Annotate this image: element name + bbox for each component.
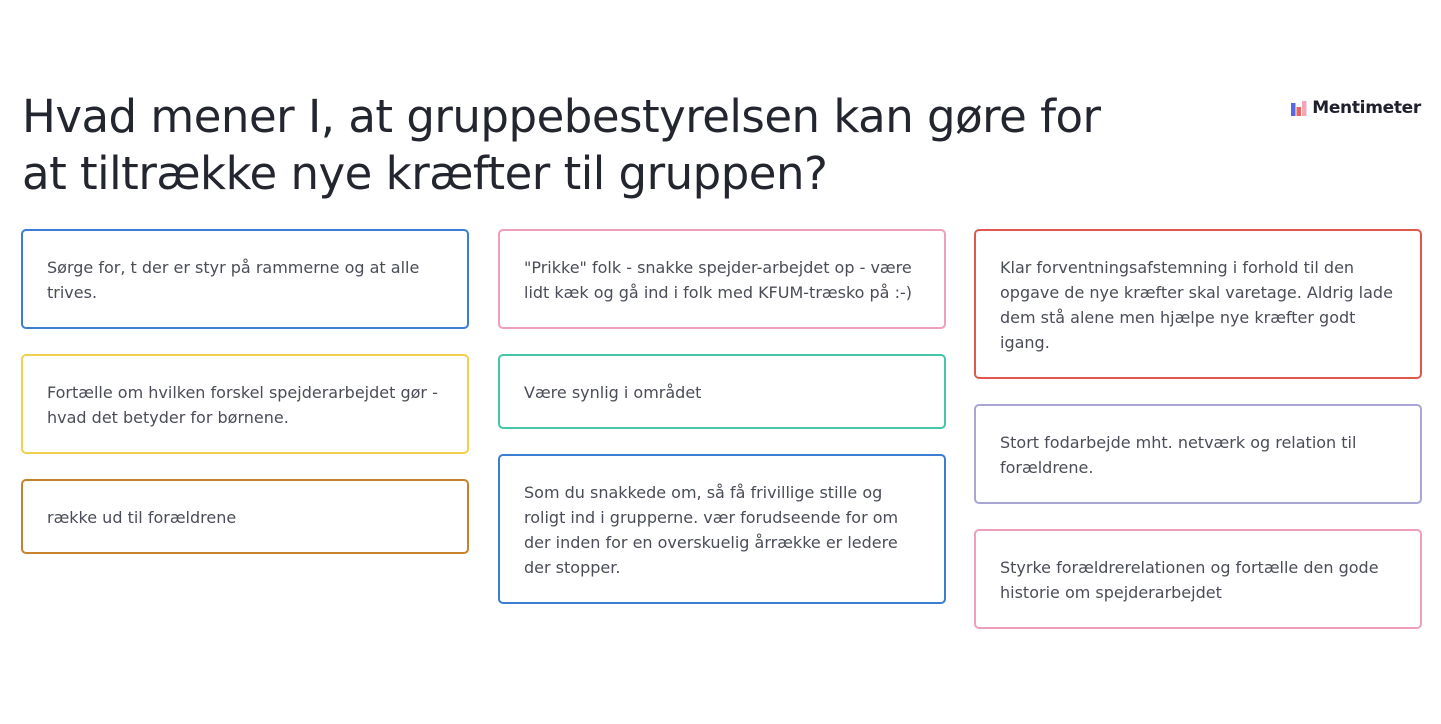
response-card: "Prikke" folk - snakke spejder-arbejdet op - være lidt kæk og gå ind i folk med KFUM-træsko på :-) — [498, 229, 946, 329]
response-card: Være synlig i området — [498, 354, 946, 429]
response-card: Fortælle om hvilken forskel spejderarbejdet gør - hvad det betyder for børnene. — [21, 354, 469, 454]
brand-name: Mentimeter — [1312, 98, 1421, 118]
response-card: Stort fodarbejde mht. netværk og relation til forældrene. — [974, 404, 1422, 504]
response-column-2 — [498, 229, 946, 629]
response-column-3 — [974, 229, 1422, 654]
response-card: Sørge for, t der er styr på rammerne og at alle trives. — [21, 229, 469, 329]
question-title: Hvad mener I, at gruppebestyrelsen kan gøre for at tiltrække nye kræfter til gruppen? — [22, 90, 1101, 200]
mentimeter-logo-icon — [1291, 100, 1307, 116]
response-card: Styrke forældrerelationen og fortælle den gode historie om spejderarbejdet — [974, 529, 1422, 629]
response-card: Som du snakkede om, så få frivillige stille og roligt ind i grupperne. vær forudseende for om der inden for en overskuelig årrække er ledere der stopper. — [498, 454, 946, 604]
response-column-1 — [21, 229, 469, 579]
response-card: Klar forventningsafstemning i forhold til den opgave de nye kræfter skal varetage. Aldrig lade dem stå alene men hjælpe nye kræfter godt igang. — [974, 229, 1422, 379]
mentimeter-logo — [1291, 98, 1421, 118]
response-card: række ud til forældrene — [21, 479, 469, 554]
